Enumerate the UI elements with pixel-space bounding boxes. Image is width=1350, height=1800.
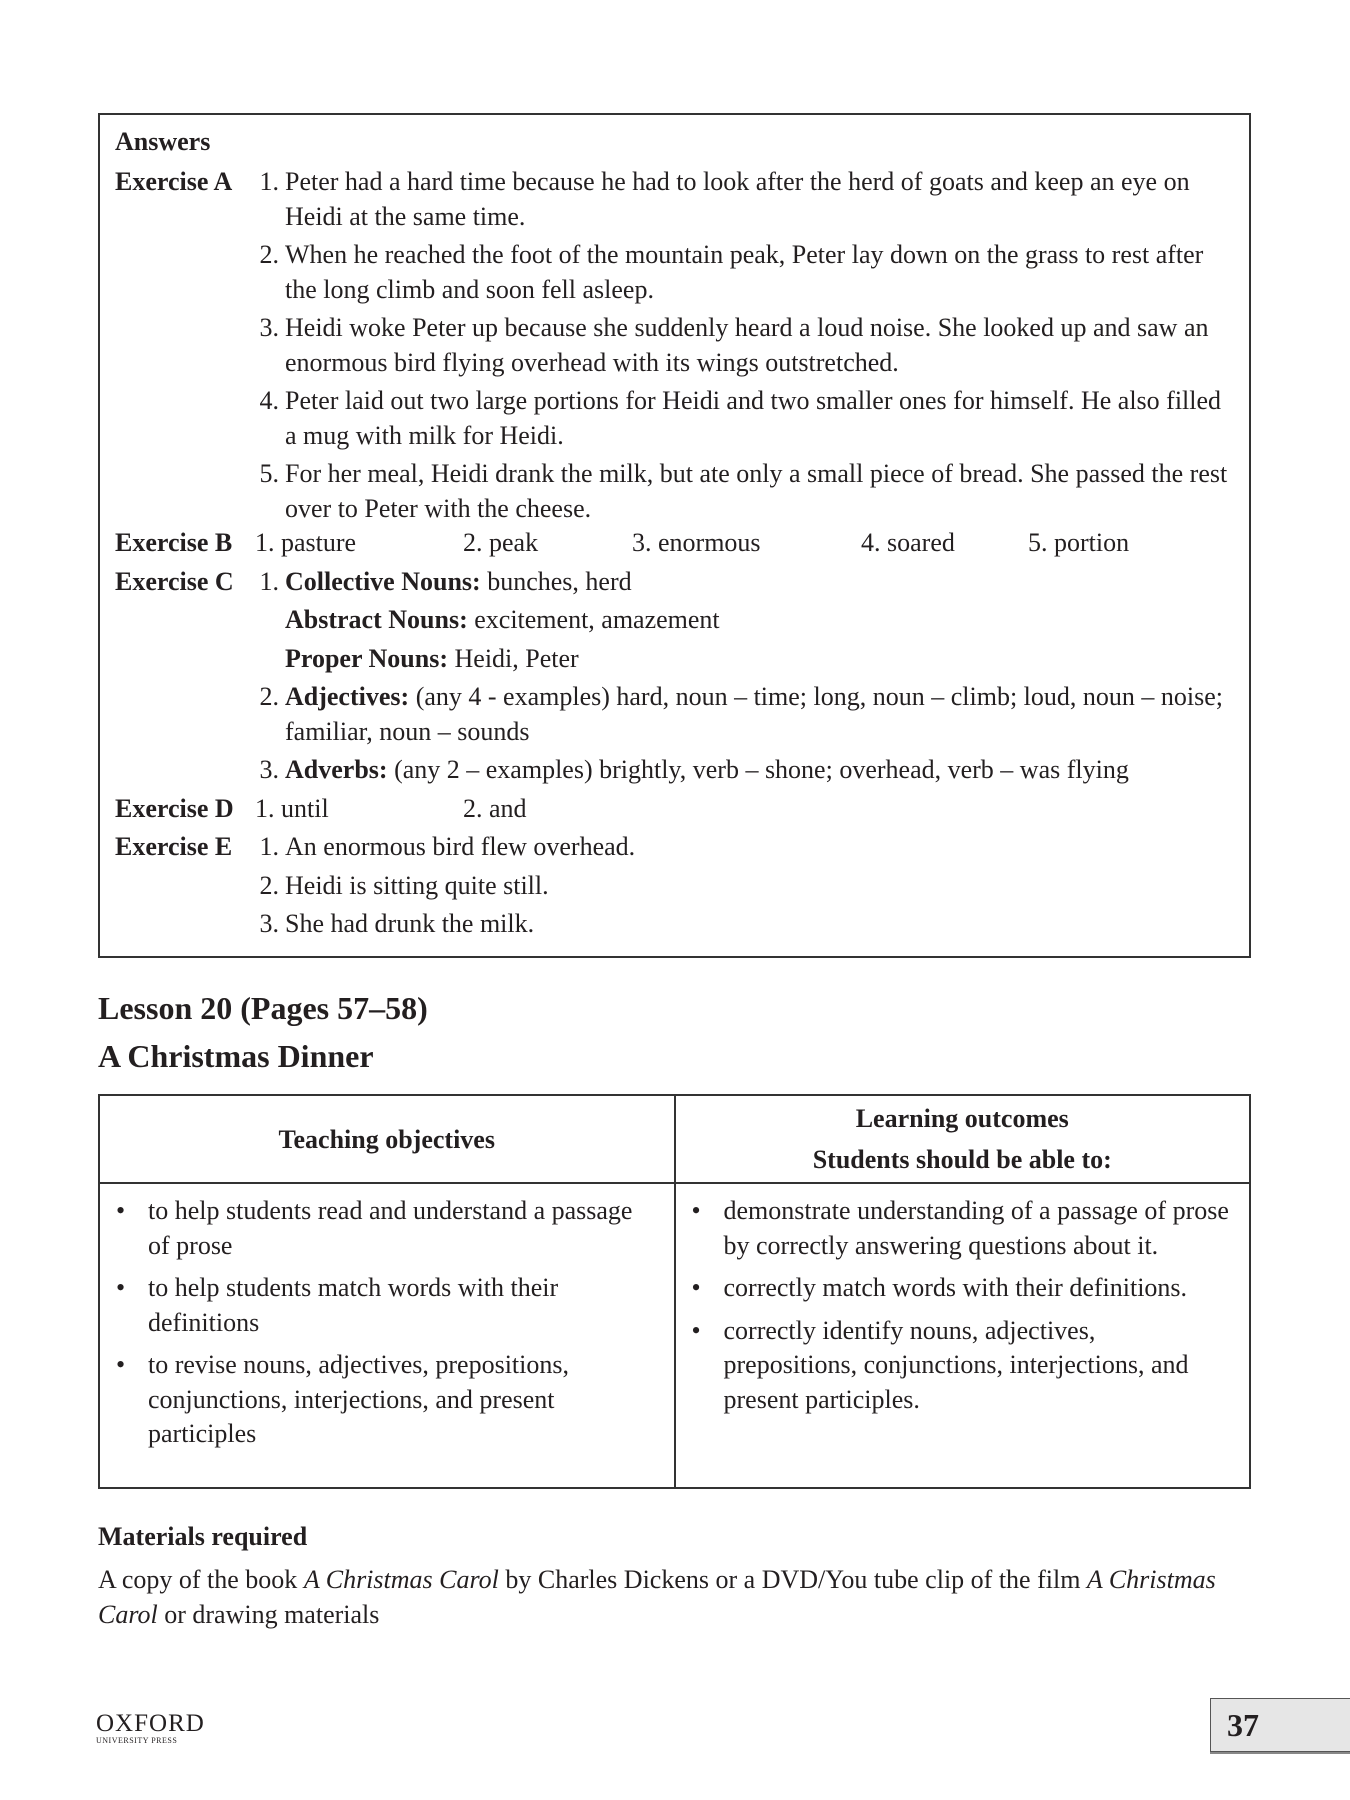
answer-text: She had drunk the milk. bbox=[285, 909, 535, 938]
teaching-objectives-header: Teaching objectives bbox=[99, 1095, 675, 1183]
book-title: A Christmas Carol bbox=[303, 1565, 499, 1594]
answer-text: When he reached the foot of the mountain peak, Peter lay down on the grass to rest after the long climb and soon fell asleep. bbox=[285, 240, 1204, 304]
answer-text: Peter had a hard time because he had to look after the herd of goats and keep an eye on Heidi at the same time. bbox=[285, 167, 1190, 231]
header-line: Students should be able to: bbox=[812, 1145, 1112, 1174]
exercise-label: Exercise C bbox=[115, 566, 234, 596]
objective-item: • to revise nouns, adjectives, prepositions, conjunctions, interjections, and present participles bbox=[112, 1348, 660, 1452]
page-number: 37 bbox=[1210, 1698, 1350, 1752]
lesson-title: A Christmas Dinner bbox=[98, 1038, 374, 1074]
answer-text: 1. pasture bbox=[255, 528, 357, 557]
outcome-item: • correctly match words with their definitions. bbox=[688, 1271, 1236, 1306]
exercise-b bbox=[115, 526, 1235, 561]
answer-text: 1. until bbox=[255, 793, 329, 823]
outcome-item: • demonstrate understanding of a passage of prose by correctly answering questions about it. bbox=[688, 1194, 1236, 1263]
learning-outcomes-header bbox=[675, 1095, 1251, 1183]
answer-text: 4. soared bbox=[861, 528, 955, 557]
answers-title: Answers bbox=[115, 127, 211, 156]
materials-heading: Materials required bbox=[98, 1522, 308, 1551]
exercise-label: Exercise E bbox=[115, 832, 233, 861]
answer-term: Adverbs: bbox=[285, 755, 388, 784]
answer-value: Heidi, Peter bbox=[448, 643, 579, 673]
answers-box bbox=[98, 113, 1251, 958]
materials-text bbox=[98, 1562, 1258, 1632]
answer-text: 3. enormous bbox=[632, 528, 761, 557]
answer-term: Adjectives: bbox=[285, 682, 410, 711]
item-number: 1. bbox=[259, 566, 279, 596]
item-number: 4. bbox=[259, 386, 279, 415]
publisher-name: OXFORD bbox=[96, 1710, 205, 1737]
item-number: 3. bbox=[259, 909, 279, 938]
text: by Charles Dickens or a DVD/You tube clip of the film bbox=[498, 1565, 1087, 1594]
exercise-label: Exercise B bbox=[115, 528, 233, 557]
text: A copy of the book bbox=[98, 1565, 304, 1594]
answer-text: 2. peak bbox=[463, 528, 539, 557]
answer-text bbox=[285, 565, 1235, 600]
answer-text: For her meal, Heidi drank the milk, but ate only a small piece of bread. She passed the rest over to Peter with the cheese. bbox=[285, 459, 1228, 523]
answer-term: Collective Nouns: bbox=[285, 566, 481, 596]
item-number: 2. bbox=[259, 682, 279, 711]
answer-text bbox=[285, 603, 1235, 638]
answer-value: (any 2 – examples) brightly, verb – shone; overhead, verb – was flying bbox=[387, 755, 1129, 784]
film-title: A Christmas Carol bbox=[98, 1565, 1216, 1629]
objectives-table bbox=[98, 1094, 1251, 1489]
lesson-heading: Lesson 20 (Pages 57–58) bbox=[98, 990, 428, 1026]
answer-term: Proper Nouns: bbox=[285, 643, 448, 673]
answer-text bbox=[285, 642, 1235, 677]
objectives-cell bbox=[99, 1183, 675, 1488]
answer-value: bunches, herd bbox=[480, 566, 632, 596]
item-number: 3. bbox=[259, 755, 279, 784]
exercise-d bbox=[115, 792, 1235, 827]
exercise-a bbox=[115, 165, 1235, 526]
text: or drawing materials bbox=[157, 1600, 380, 1629]
header-line: Learning outcomes bbox=[855, 1104, 1069, 1133]
answer-text: Heidi is sitting quite still. bbox=[285, 870, 549, 900]
item-number: 5. bbox=[259, 459, 279, 488]
item-number: 2. bbox=[259, 240, 279, 269]
item-number: 2. bbox=[259, 870, 279, 900]
objective-item: • to help students match words with their definitions bbox=[112, 1271, 660, 1340]
outcome-item: • correctly identify nouns, adjectives, prepositions, conjunctions, interjections, and present participles. bbox=[688, 1314, 1236, 1418]
answer-text: Peter laid out two large portions for Heidi and two smaller ones for himself. He also filled a mug with milk for Heidi. bbox=[285, 386, 1222, 450]
answer-text: 5. portion bbox=[1028, 528, 1130, 557]
item-number: 3. bbox=[259, 313, 279, 342]
answer-value: excitement, amazement bbox=[467, 605, 720, 634]
answer-text: An enormous bird flew overhead. bbox=[285, 832, 636, 861]
exercise-c bbox=[115, 565, 1235, 792]
exercise-label: Exercise A bbox=[115, 167, 233, 196]
oxford-logo bbox=[96, 1712, 205, 1745]
answer-text bbox=[285, 680, 1235, 749]
answer-text: Heidi woke Peter up because she suddenly heard a loud noise. She looked up and saw an enormous bird flying overhead with its wings outstretched. bbox=[285, 313, 1209, 377]
answer-text bbox=[285, 753, 1235, 788]
answer-value: (any 4 - examples) hard, noun – time; long, noun – climb; loud, noun – noise; familiar, noun – sounds bbox=[285, 682, 1224, 746]
answer-row bbox=[255, 526, 1235, 561]
exercise-label: Exercise D bbox=[115, 793, 234, 823]
objective-item: • to help students read and understand a passage of prose bbox=[112, 1194, 660, 1263]
item-number: 1. bbox=[259, 832, 279, 861]
answer-term: Abstract Nouns: bbox=[285, 605, 468, 634]
publisher-sub: UNIVERSITY PRESS bbox=[96, 1736, 178, 1745]
answer-row bbox=[255, 792, 1235, 827]
item-number: 1. bbox=[259, 167, 279, 196]
exercise-e bbox=[115, 830, 1235, 942]
answer-text: 2. and bbox=[463, 793, 527, 823]
outcomes-cell bbox=[675, 1183, 1251, 1488]
